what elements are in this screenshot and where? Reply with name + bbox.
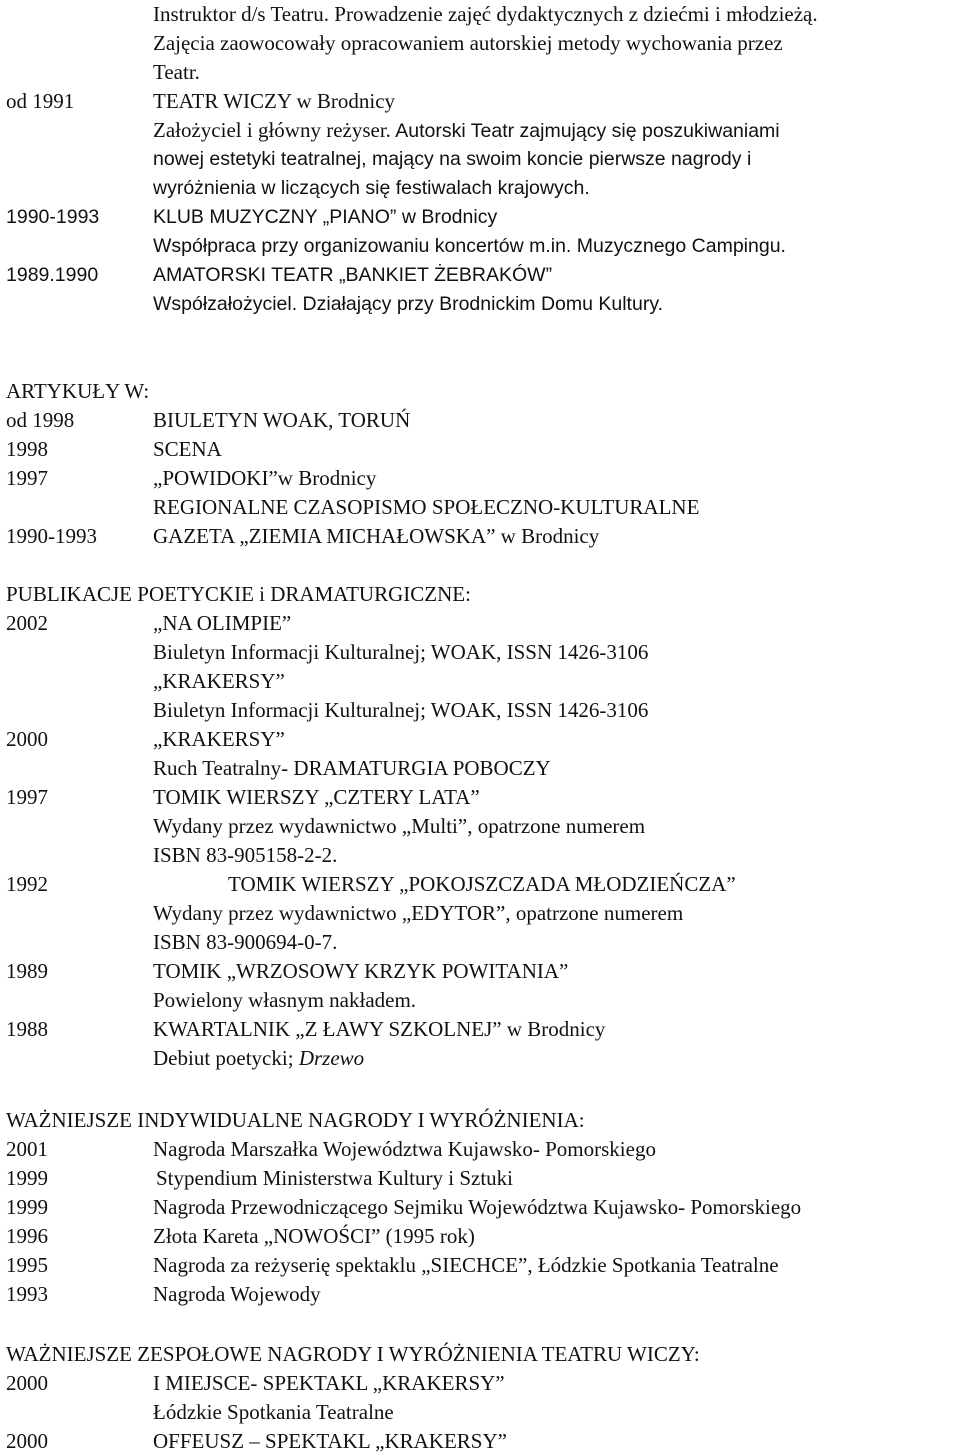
article-year: od 1998 — [6, 408, 75, 432]
award-title: Nagroda Przewodniczącego Sejmiku Województwa Kujawsko- Pomorskiego — [153, 1195, 802, 1219]
publication-detail — [153, 1044, 364, 1073]
publication-title: „KRAKERSY” — [153, 669, 285, 693]
award-title: Nagroda Wojewody — [153, 1282, 321, 1306]
publication-detail: Biuletyn Informacji Kulturalnej; WOAK, ISSN 1426-3106 — [153, 640, 649, 664]
article-year: 1997 — [6, 466, 48, 490]
publication-detail: Biuletyn Informacji Kulturalnej; WOAK, ISSN 1426-3106 — [153, 698, 649, 722]
experience-desc-sans: Autorski Teatr zajmujący się poszukiwaniami — [390, 120, 780, 142]
award-year: 1999 — [6, 1166, 48, 1190]
team-award-year: 2000 — [6, 1371, 48, 1395]
team-award-title: OFFEUSZ – SPEKTAKL „KRAKERSY” — [153, 1429, 507, 1453]
publications-heading: PUBLIKACJE POETYCKIE i DRAMATURGICZNE: — [6, 582, 471, 606]
experience-desc: Współpraca przy organizowaniu koncertów m.in. Muzycznego Campingu. — [153, 235, 786, 257]
individual-awards-heading: WAŻNIEJSZE INDYWIDUALNE NAGRODY I WYRÓŻNIENIA: — [6, 1108, 585, 1132]
experience-title: TEATR WICZY w Brodnicy — [153, 89, 396, 113]
publication-title: TOMIK WIERSZY „POKOJSZCZADA MŁODZIEŃCZA” — [228, 872, 736, 896]
publication-year: 1997 — [6, 785, 48, 809]
article-year: 1990-1993 — [6, 524, 97, 548]
publication-detail: ISBN 83-905158-2-2. — [153, 843, 338, 867]
experience-title: KLUB MUZYCZNY „PIANO” w Brodnicy — [153, 206, 498, 228]
award-title: Stypendium Ministerstwa Kultury i Sztuki — [156, 1166, 513, 1190]
article-title: SCENA — [153, 437, 222, 461]
experience-desc — [153, 116, 780, 146]
intro-text: Zajęcia zaowocowały opracowaniem autorskiej metody wychowania przez — [153, 31, 783, 55]
article-title: „POWIDOKI”w Brodnicy — [153, 466, 377, 490]
article-title: REGIONALNE CZASOPISMO SPOŁECZNO-KULTURALNE — [153, 495, 700, 519]
team-award-detail: Łódzkie Spotkania Teatralne — [153, 1400, 394, 1424]
publication-year: 2000 — [6, 727, 48, 751]
publication-detail-text: Debiut poetycki; — [153, 1046, 299, 1070]
article-title: BIULETYN WOAK, TORUŃ — [153, 408, 411, 432]
intro-text: Teatr. — [153, 60, 200, 84]
publication-title: „KRAKERSY” — [153, 727, 285, 751]
award-year: 1993 — [6, 1282, 48, 1306]
articles-heading: ARTYKUŁY W: — [6, 379, 150, 403]
experience-desc: wyróżnienia w liczących się festiwalach krajowych. — [153, 177, 590, 199]
publication-detail: Wydany przez wydawnictwo „Multi”, opatrzone numerem — [153, 814, 646, 838]
publication-detail: ISBN 83-900694-0-7. — [153, 930, 338, 954]
publication-year: 1989 — [6, 959, 48, 983]
award-year: 1999 — [6, 1195, 48, 1219]
experience-year: 1989.1990 — [6, 264, 99, 286]
award-year: 2001 — [6, 1137, 48, 1161]
publication-detail: Wydany przez wydawnictwo „EDYTOR”, opatrzone numerem — [153, 901, 684, 925]
publication-title: KWARTALNIK „Z ŁAWY SZKOLNEJ” w Brodnicy — [153, 1017, 606, 1041]
experience-desc-serif: Założyciel i główny reżyser. — [153, 118, 391, 142]
publication-title: „NA OLIMPIE” — [153, 611, 292, 635]
publication-year: 1988 — [6, 1017, 48, 1041]
publication-detail-italic: Drzewo — [298, 1046, 365, 1070]
award-title: Nagroda Marszałka Województwa Kujawsko- Pomorskiego — [153, 1137, 656, 1161]
award-year: 1995 — [6, 1253, 48, 1277]
experience-title: AMATORSKI TEATR „BANKIET ŻEBRAKÓW” — [153, 264, 553, 286]
intro-text: Instruktor d/s Teatru. Prowadzenie zajęć dydaktycznych z dziećmi i młodzieżą. — [153, 2, 818, 26]
experience-desc: nowej estetyki teatralnej, mający na swoim koncie pierwsze nagrody i — [153, 148, 752, 170]
award-year: 1996 — [6, 1224, 48, 1248]
team-award-title: I MIEJSCE- SPEKTAKL „KRAKERSY” — [153, 1371, 505, 1395]
publication-year: 1992 — [6, 872, 48, 896]
experience-year: od 1991 — [6, 89, 75, 113]
experience-desc: Współzałożyciel. Działający przy Brodnickim Domu Kultury. — [153, 293, 664, 315]
experience-year: 1990-1993 — [6, 206, 100, 228]
article-title: GAZETA „ZIEMIA MICHAŁOWSKA” w Brodnicy — [153, 524, 600, 548]
team-awards-heading: WAŻNIEJSZE ZESPOŁOWE NAGRODY I WYRÓŻNIENIA TEATRU WICZY: — [6, 1342, 700, 1366]
award-title: Złota Kareta „NOWOŚCI” (1995 rok) — [153, 1224, 475, 1248]
article-year: 1998 — [6, 437, 48, 461]
publication-title: TOMIK WIERSZY „CZTERY LATA” — [153, 785, 480, 809]
publication-year: 2002 — [6, 611, 48, 635]
award-title: Nagroda za reżyserię spektaklu „SIECHCE”, Łódzkie Spotkania Teatralne — [153, 1253, 779, 1277]
publication-detail: Powielony własnym nakładem. — [153, 988, 417, 1012]
publication-detail: Ruch Teatralny- DRAMATURGIA POBOCZY — [153, 756, 551, 780]
publication-title: TOMIK „WRZOSOWY KRZYK POWITANIA” — [153, 959, 569, 983]
team-award-year: 2000 — [6, 1429, 48, 1453]
